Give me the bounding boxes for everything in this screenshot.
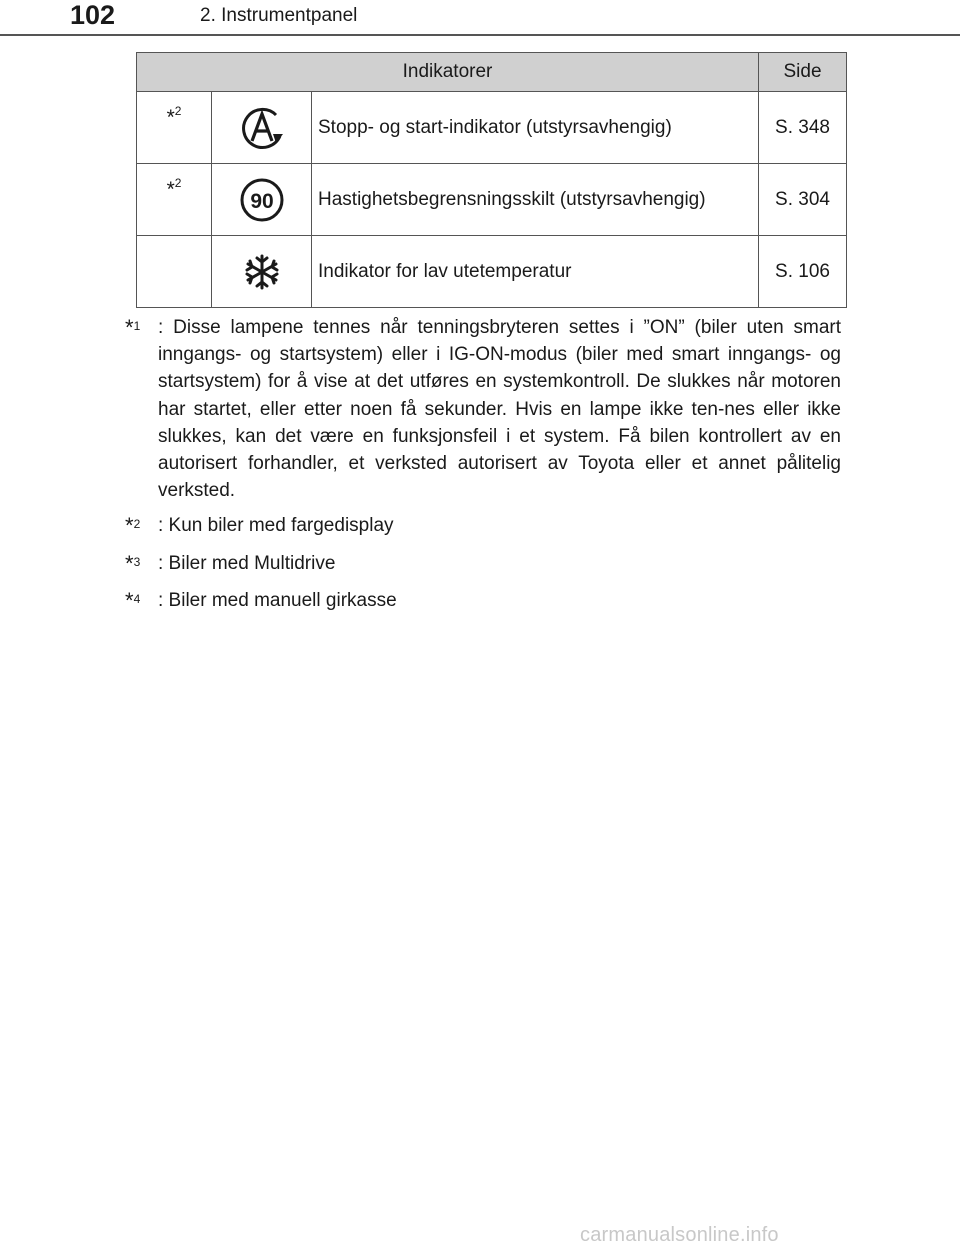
column-header-indicators: Indikatorer [137, 53, 759, 92]
footnotes [125, 314, 841, 624]
footnote-marker: *$^2$ [125, 513, 141, 539]
footnote-marker: *$^1$ [125, 315, 141, 340]
footnote-marker: *$^3$ [125, 550, 141, 576]
indicator-table [136, 52, 847, 308]
footnote-asterisk: *$^2$ [166, 103, 182, 129]
footnote-text: : Disse lampene tennes når tenningsbryteren settes i ”ON” (biler uten smart inngangs- og startsystem) eller i IG-ON-modus (biler med smart inngangs- og startsystem) for å vise at det utføres en systemkontroll. De slukkes når motoren har startet, eller etter noen få sekunder. Hvis en lampe ikke ten-nes eller ikke slukkes, kan det være en funksjonsfeil i et system. Få bilen kontrollert av en autorisert forhandler, et verksted autorisert av Toyota eller et annet pålitelig verksted. [158, 317, 841, 502]
table-row [137, 92, 847, 164]
indicator-description: Hastighetsbegrensningsskilt (utstyrsavhengig) [312, 164, 759, 236]
page-reference: S. 348 [759, 92, 847, 164]
auto-stop-start-icon [237, 103, 287, 153]
indicator-description: Stopp- og start-indikator (utstyrsavhengig) [312, 92, 759, 164]
footnote-marker: *$^4$ [125, 587, 141, 613]
icon-cell [212, 164, 312, 236]
indicator-description: Indikator for lav utetemperatur [312, 236, 759, 308]
table-row [137, 236, 847, 308]
column-header-page: Side [759, 53, 847, 92]
footnote-text: : Biler med Multidrive [158, 552, 336, 574]
speed-limit-sign-icon [239, 177, 285, 223]
footnote-text: : Kun biler med fargedisplay [158, 515, 394, 537]
icon-cell [212, 236, 312, 308]
footnote-1 [125, 314, 841, 504]
footnote-cell [137, 236, 212, 308]
snowflake-icon [242, 252, 282, 292]
page-reference: S. 106 [759, 236, 847, 308]
header-divider [0, 34, 960, 36]
page-number: 102 [70, 0, 116, 30]
watermark: carmanualsonline.info [580, 1224, 779, 1246]
table-header-row [137, 53, 847, 92]
footnote-2 [125, 512, 841, 541]
chapter-title: 2. Instrumentpanel [200, 5, 358, 26]
table-row [137, 164, 847, 236]
icon-cell [212, 92, 312, 164]
footnote-3 [125, 550, 841, 579]
page-reference: S. 304 [759, 164, 847, 236]
footnote-cell [137, 92, 212, 164]
footnote-text: : Biler med manuell girkasse [158, 589, 397, 611]
footnote-cell [137, 164, 212, 236]
footnote-asterisk: *$^2$ [166, 175, 182, 201]
svg-text:90: 90 [249, 189, 274, 213]
page-header [0, 0, 960, 40]
footnote-4 [125, 587, 841, 616]
